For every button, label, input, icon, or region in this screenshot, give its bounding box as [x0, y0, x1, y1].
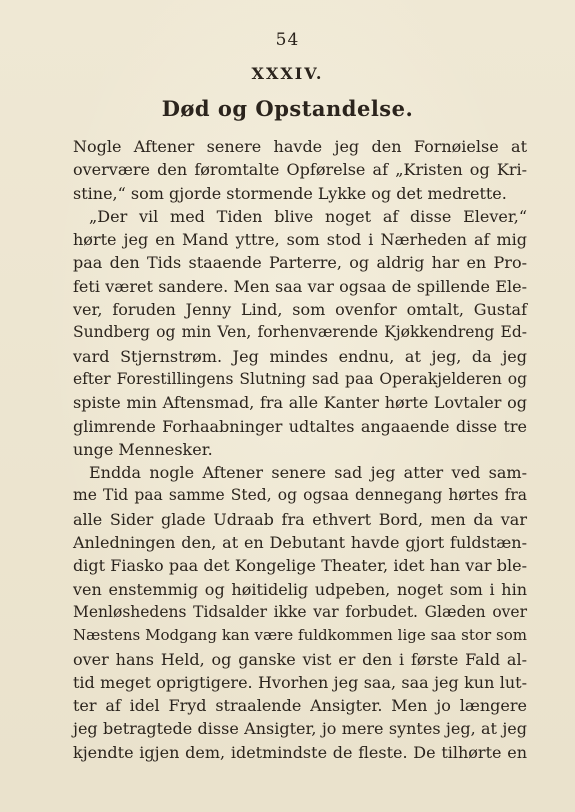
text-line: stine,“ som gjorde stormende Lykke og det medrette.	[73, 183, 507, 203]
text-line: Sundberg og min Ven, forhenværende Kjøkkendreng Ed-	[73, 323, 527, 342]
text-line: vard Stjernstrøm. Jeg mindes endnu, at jeg, da jeg	[73, 346, 527, 366]
text-line: ter af idel Fryd straalende Ansigter. Men jo længere	[73, 696, 527, 716]
text-line: feti været sandere. Men saa var ogsaa de spillende Ele-	[73, 276, 527, 296]
text-line: spiste min Aftensmad, fra alle Kanter hørte Lovtaler og	[73, 393, 527, 413]
text-line: efter Forestillingens Slutning sad paa Operakjelderen og	[73, 369, 527, 388]
chapter-number: XXXIV.	[251, 64, 324, 83]
text-line: tid meget oprigtigere. Hvorhen jeg saa, saa jeg kun lut-	[73, 672, 527, 692]
text-line: me Tid paa samme Sted, og ogsaa dennegang hørtes fra	[73, 486, 527, 505]
text-line: paa den Tids staaende Parterre, og aldrig har en Pro-	[73, 253, 527, 273]
paragraph	[73, 205, 527, 461]
paragraph	[73, 461, 527, 764]
text-line: kjendte igjen dem, idetmindste de fleste. De tilhørte en	[73, 742, 527, 762]
text-line: jeg betragtede disse Ansigter, jo mere syntes jeg, at jeg	[73, 719, 527, 739]
text-line: digt Fiasko paa det Kongelige Theater, idet han var ble-	[73, 556, 527, 576]
text-line: alle Sider glade Udraab fra ethvert Bord, men da var	[73, 509, 527, 529]
text-line: ven enstemmig og høitidelig udpeben, noget som i hin	[73, 579, 527, 599]
paragraph	[73, 135, 527, 205]
text-line: Anledningen den, at en Debutant havde gjort fuldstæn-	[73, 533, 527, 553]
chapter-title: Død og Opstandelse.	[161, 96, 414, 121]
text-line: ver, foruden Jenny Lind, som ovenfor omtalt, Gustaf	[73, 300, 527, 320]
text-line: „Der vil med Tiden blive noget af disse Elever,“	[89, 206, 527, 226]
text-line: unge Mennesker.	[73, 439, 213, 459]
text-line: over hans Held, og ganske vist er den i første Fald al-	[73, 649, 527, 669]
text-line: overvære den føromtalte Opførelse af „Kristen og Kri-	[73, 160, 527, 180]
text-line: Næstens Modgang kan være fuldkommen lige saa stor som	[73, 626, 527, 645]
text-line: hørte jeg en Mand yttre, som stod i Nærheden af mig	[73, 230, 527, 250]
page-number: 54	[275, 30, 300, 50]
text-line: Nogle Aftener senere havde jeg den Fornøielse at	[73, 137, 527, 156]
body-text	[73, 135, 527, 764]
text-line: Endda nogle Aftener senere sad jeg atter ved sam-	[89, 463, 527, 483]
text-line: Menløshedens Tidsalder ikke var forbudet. Glæden over	[73, 602, 527, 621]
text-line: glimrende Forhaabninger udtaltes angaaende disse tre	[73, 416, 527, 436]
